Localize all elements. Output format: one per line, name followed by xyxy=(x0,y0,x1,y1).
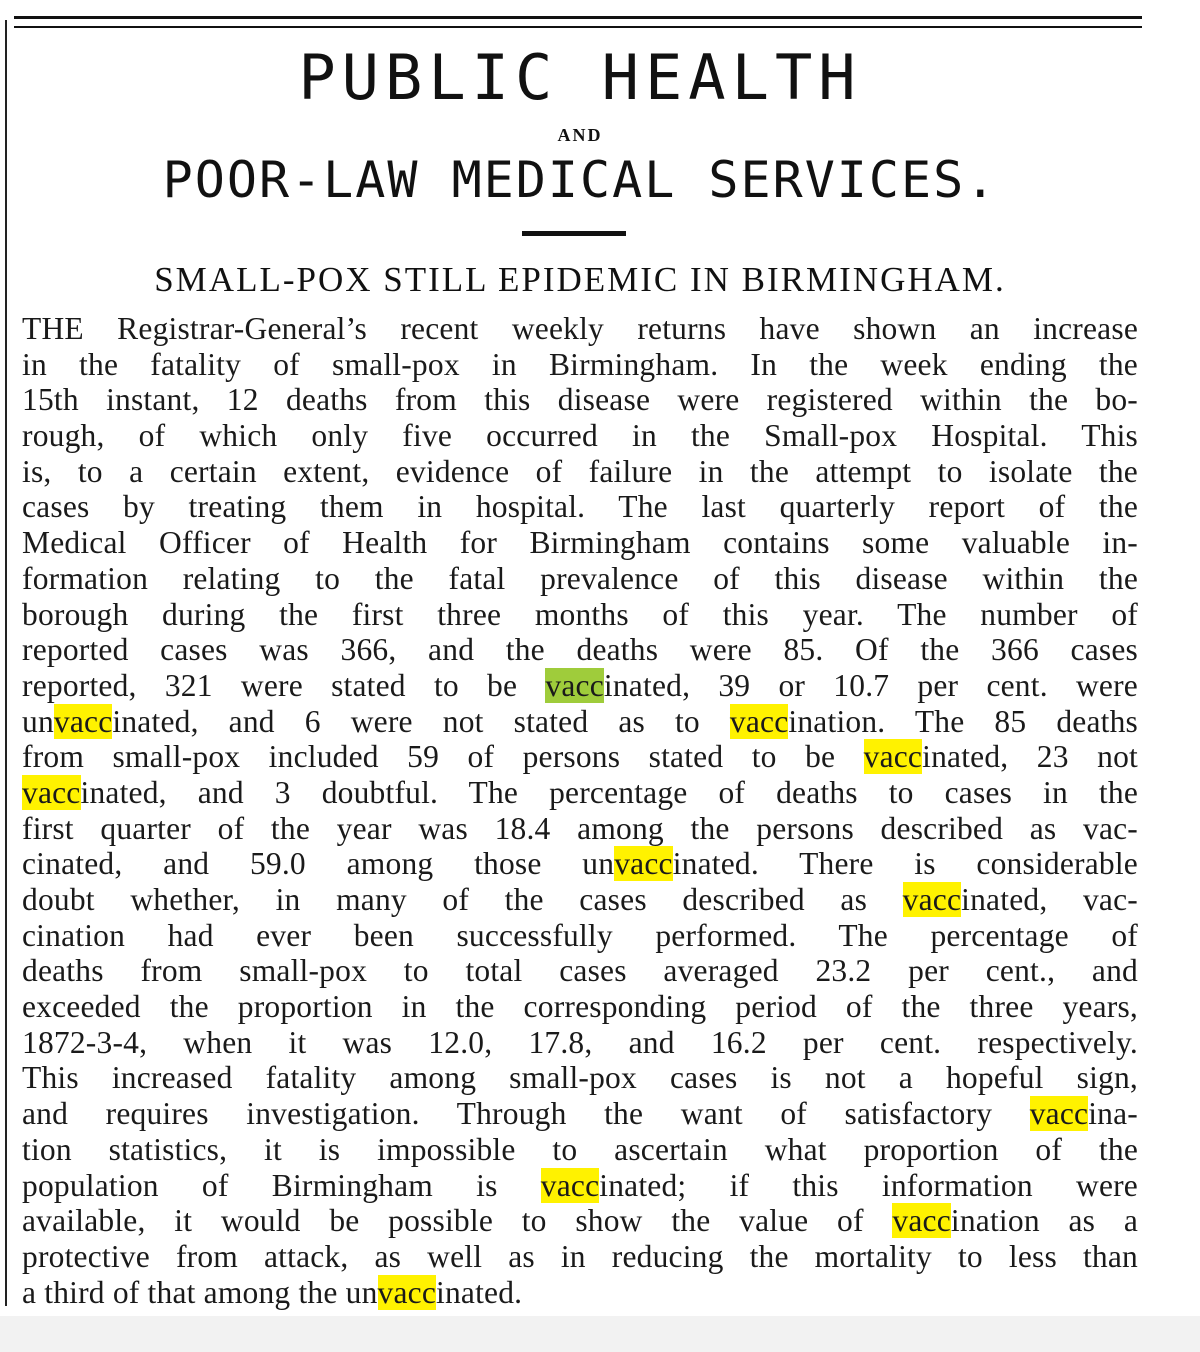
text-run: Medical Officer of Health for Birmingham contains some valuable in- xyxy=(22,525,1138,561)
search-match-highlight[interactable]: vacc xyxy=(377,1274,437,1310)
text-line xyxy=(22,811,1138,847)
text-run: deaths from small-pox to total cases averaged 23.2 per cent., and xyxy=(22,953,1138,989)
text-run: population of Birmingham is xyxy=(22,1167,541,1203)
text-line xyxy=(22,1203,1138,1239)
text-line xyxy=(22,632,1138,668)
text-run: available, it would be possible to show the value of xyxy=(22,1203,893,1239)
text-run: inated, vac- xyxy=(961,882,1138,917)
text-run: inated, and 3 doubtful. The percentage of deaths to cases in the xyxy=(80,774,1138,810)
text-line xyxy=(22,1239,1138,1275)
text-line xyxy=(22,918,1138,954)
section-subtitle: POOR-LAW MEDICAL SERVICES. xyxy=(162,151,998,209)
text-line xyxy=(22,1132,1138,1168)
text-line xyxy=(22,775,1138,811)
text-run: tion statistics, it is impossible to ascertain what proportion of the xyxy=(22,1131,1138,1167)
text-run: formation relating to the fatal prevalence of this disease within the xyxy=(22,560,1138,596)
text-line xyxy=(22,882,1138,918)
text-run: is, to a certain extent, evidence of failure in the attempt to isolate the xyxy=(22,453,1138,489)
search-match-highlight[interactable]: vacc xyxy=(22,774,81,810)
left-margin-rule xyxy=(5,20,7,1306)
text-run: first quarter of the year was 18.4 among the persons described as vac- xyxy=(22,810,1138,846)
text-run: inated; if this information were xyxy=(599,1167,1138,1203)
search-match-highlight[interactable]: vacc xyxy=(53,703,113,739)
text-run: ination as a xyxy=(950,1203,1139,1239)
text-line xyxy=(22,561,1138,597)
text-run: un xyxy=(22,703,54,739)
text-line xyxy=(22,668,1138,704)
search-match-highlight[interactable]: vacc xyxy=(1029,1096,1089,1132)
article-body[interactable] xyxy=(22,311,1138,1310)
text-run: 15th instant, 12 deaths from this disease were registered within the bo- xyxy=(22,382,1138,418)
text-line xyxy=(22,382,1138,418)
text-line xyxy=(22,525,1138,561)
text-run: cinated, and 59.0 among those un xyxy=(22,846,615,882)
text-run: exceeded the proportion in the corresponding period of the three years, xyxy=(22,989,1138,1025)
page-bottom-shadow xyxy=(0,1316,1200,1352)
text-run: 1872-3-4, when it was 12.0, 17.8, and 16.2 per cent. respectively. xyxy=(22,1024,1138,1060)
text-run: ina- xyxy=(1088,1096,1138,1132)
text-run: inated, 39 or 10.7 per cent. were xyxy=(603,667,1138,703)
top-rule-thick xyxy=(14,16,1142,19)
heading-divider xyxy=(522,231,626,236)
text-run: ination. The 85 deaths xyxy=(788,703,1138,739)
article-title: SMALL-POX STILL EPIDEMIC IN BIRMINGHAM. xyxy=(154,260,1006,299)
text-line xyxy=(22,418,1138,454)
search-match-highlight[interactable]: vacc xyxy=(614,846,673,882)
search-match-highlight[interactable]: vacc xyxy=(892,1203,951,1239)
text-run: reported cases was 366, and the deaths were 85. Of the 366 cases xyxy=(22,632,1138,668)
text-line xyxy=(22,953,1138,989)
text-run: This increased fatality among small-pox cases is not a hopeful sign, xyxy=(22,1060,1138,1096)
text-line xyxy=(22,739,1138,775)
text-run: from small-pox included 59 of persons stated to be xyxy=(22,739,864,775)
text-line xyxy=(22,1168,1138,1204)
search-match-highlight[interactable]: vacc xyxy=(540,1167,600,1203)
text-run: inated, and 6 were not stated as to xyxy=(112,703,730,739)
search-match-highlight[interactable]: vacc xyxy=(729,703,789,739)
text-line xyxy=(22,1025,1138,1061)
text-run: reported, 321 were stated to be xyxy=(22,667,546,703)
text-run: cination had ever been successfully performed. The percentage of xyxy=(22,917,1138,953)
text-line xyxy=(22,597,1138,633)
top-rule-thin xyxy=(14,26,1142,28)
text-run: THE Registrar-General’s recent weekly returns have shown an increase xyxy=(22,311,1138,346)
text-run: inated. There is considerable xyxy=(672,846,1138,882)
text-run: and requires investigation. Through the want of satisfactory xyxy=(22,1096,1030,1132)
text-run: protective from attack, as well as in reducing the mortality to less than xyxy=(22,1238,1138,1274)
text-run: doubt whether, in many of the cases described as xyxy=(22,882,903,917)
text-run: inated. xyxy=(436,1274,523,1310)
text-run: cases by treating them in hospital. The last quarterly report of the xyxy=(22,489,1138,525)
text-line xyxy=(22,846,1138,882)
text-line xyxy=(22,1096,1138,1132)
section-title: PUBLIC HEALTH xyxy=(298,41,862,114)
text-line xyxy=(22,454,1138,490)
text-run: inated, 23 not xyxy=(922,739,1138,775)
search-match-highlight[interactable]: vacc xyxy=(902,882,962,917)
section-title-connector: AND xyxy=(557,125,603,145)
text-run: a third of that among the un xyxy=(22,1274,378,1310)
text-line xyxy=(22,347,1138,383)
search-match-highlight[interactable]: vacc xyxy=(863,739,923,775)
text-run: borough during the first three months of this year. The number of xyxy=(22,596,1138,632)
text-line xyxy=(22,489,1138,525)
text-line xyxy=(22,704,1138,740)
text-line xyxy=(22,989,1138,1025)
text-line xyxy=(22,311,1138,347)
text-run: in the fatality of small-pox in Birmingham. In the week ending the xyxy=(22,346,1138,382)
search-match-current[interactable]: vacc xyxy=(545,667,604,703)
text-line xyxy=(22,1060,1138,1096)
text-line xyxy=(22,1275,1138,1311)
text-run: rough, of which only five occurred in the Small-pox Hospital. This xyxy=(22,418,1138,454)
